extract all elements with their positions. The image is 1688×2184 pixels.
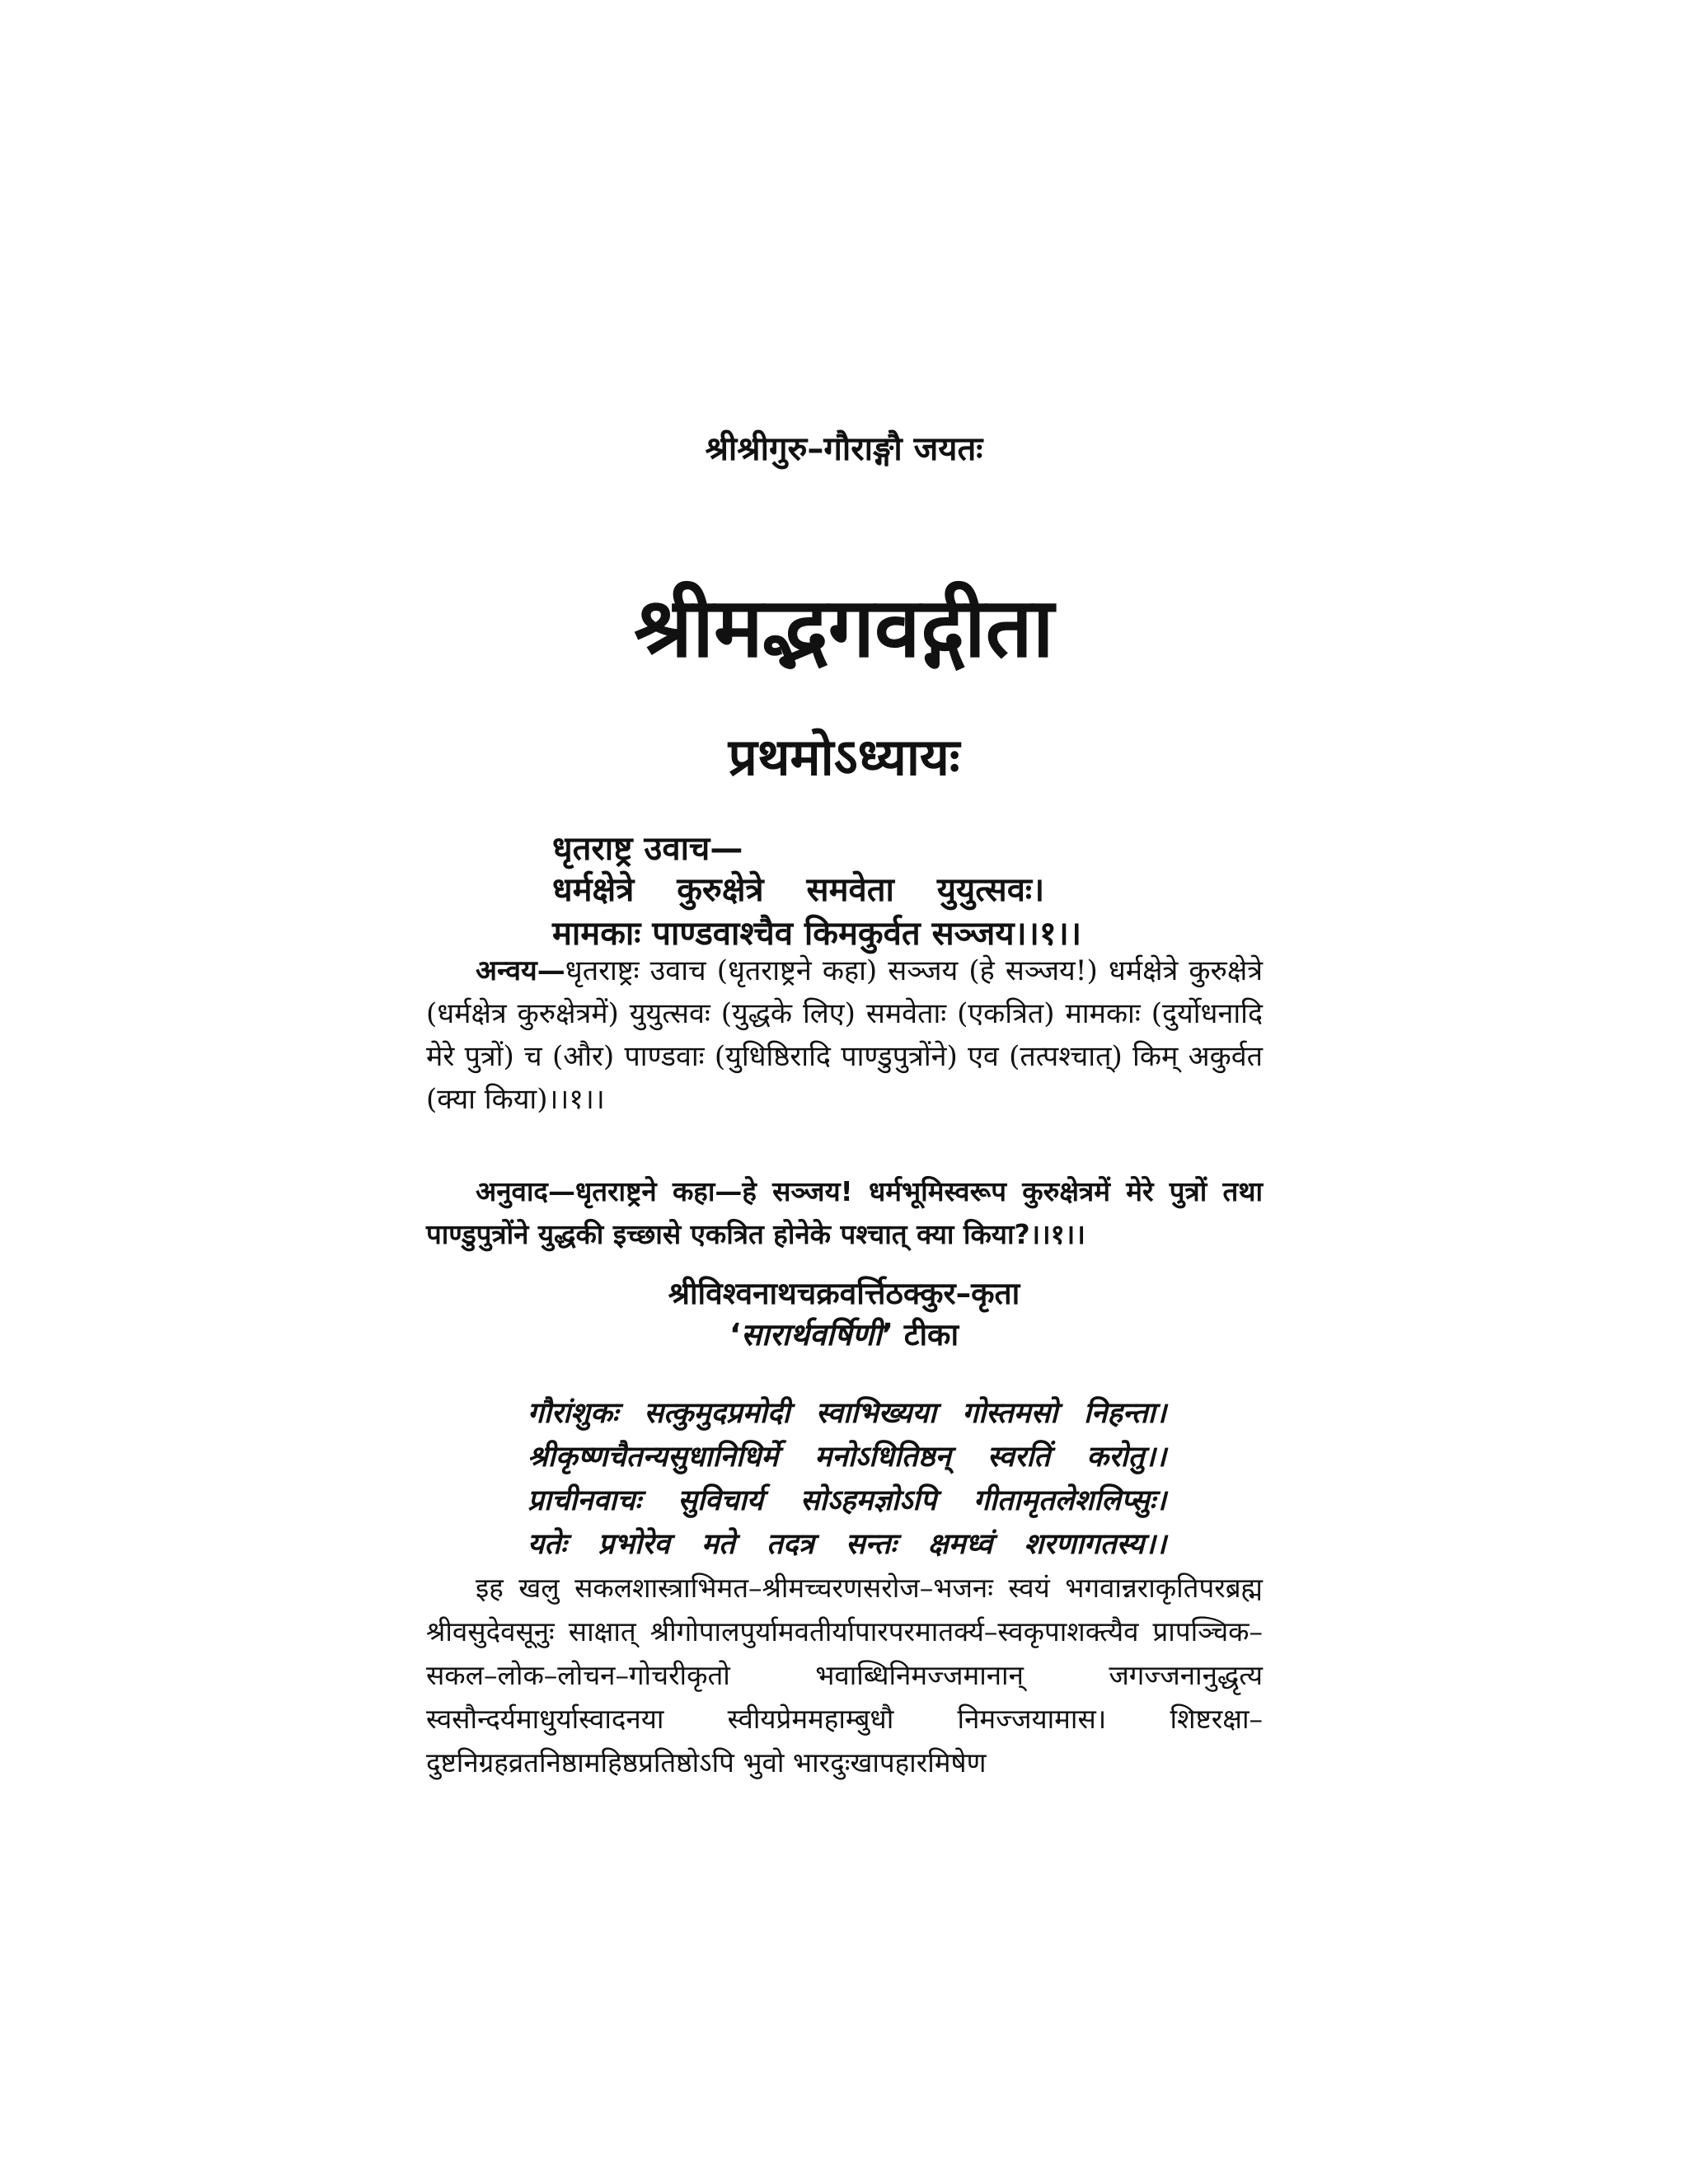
anuvad-label: अनुवाद— xyxy=(476,1175,575,1207)
sloka-line-4: यतेः प्रभोरेव मते तदत्र सन्तः क्षमध्वं शरणागतस्य।। xyxy=(528,1528,1166,1561)
anvaya-label: अन्वय— xyxy=(476,954,565,987)
sloka-line-1: गौरांशुकः सत्कुमुदप्रमोदी स्वाभिख्यया गोस्तमसो निहन्ता। xyxy=(528,1397,1166,1430)
anuvad-paragraph xyxy=(426,1170,1263,1256)
verse-line-1: धर्मक्षेत्रे कुरुक्षेत्रे समवेता युयुत्सवः। xyxy=(552,871,1045,909)
anvaya-text: धृतराष्ट्रः उवाच (धृतराष्ट्रने कहा) सञ्जय (हे सञ्जय!) धर्मक्षेत्रे कुरुक्षेत्रे (धर्मक्षेत्र कुरुक्षेत्रमें) युयुत्सवः (युद्धके लिए) समवेताः (एकत्रित) मामकाः (दुर्योधनादि मेरे पुत्रों) च (और) पाण्डवाः (युधिष्ठिरादि पाण्डुपुत्रोंने) एव (तत्पश्चात्) किम् अकुर्वत (क्या किया)।।१।। xyxy=(426,954,1263,1116)
chapter-title: प्रथमोऽध्यायः xyxy=(728,727,960,787)
quote-close: ’ xyxy=(881,1317,893,1352)
tika-suffix: टीका xyxy=(893,1317,959,1352)
sloka-line-2: श्रीकृष्णचैतन्यसुधानिधिर्मे मनोऽधितिष्ठन् स्वरतिं करोतु।। xyxy=(528,1441,1166,1474)
commentary-paragraph xyxy=(426,1566,1263,1784)
anuvad-text: धृतराष्ट्रने कहा—हे सञ्जय! धर्मभूमिस्वरूप कुरुक्षेत्रमें मेरे पुत्रों तथा पाण्डुपुत्रोंने युद्धकी इच्छासे एकत्रित होनेके पश्चात् क्या किया?।।१।। xyxy=(426,1175,1263,1250)
verse-line-2: मामकाः पाण्डवाश्चैव किमकुर्वत सञ्जय।।१।। xyxy=(552,915,1081,953)
sloka-line-3: प्राचीनवाचः सुविचार्य सोऽहमज्ञोऽपि गीतामृतलेशलिप्सुः। xyxy=(528,1484,1166,1517)
commentary-text: इह खलु सकलशास्त्राभिमत–श्रीमच्चरणसरोज–भजनः स्वयं भगवान्नराकृतिपरब्रह्म श्रीवसुदेवसूनुः साक्षात् श्रीगोपालपुर्यामवतीर्यापारपरमातर्क्य–स्वकृपाशक्त्यैव प्रापञ्चिक–सकल–लोक–लोचन–गोचरीकृतो भवाब्धिनिमज्जमानान् जगज्जनानुद्धृत्य स्वसौन्दर्यमाधुर्यास्वादनया स्वीयप्रेममहाम्बुधौ निमज्जयामास। शिष्टरक्षा–दुष्टनिग्रहव्रतनिष्ठामहिष्ठप्रतिष्ठोऽपि भुवो भारदुःखापहारमिषेण xyxy=(426,1572,1263,1779)
quote-open: ‘ xyxy=(729,1317,742,1352)
tika-name xyxy=(0,1312,1688,1354)
book-title: श्रीमद्भगवद्गीता xyxy=(634,579,1054,676)
verse-speaker: धृतराष्ट्र उवाच— xyxy=(552,830,743,868)
tika-title: सारार्थवर्षिणी xyxy=(741,1317,882,1352)
invocation: श्रीश्रीगुरु–गौराङ्गौ जयतः xyxy=(705,430,983,468)
anvaya-paragraph xyxy=(426,949,1263,1121)
tika-author: श्रीविश्वनाथचक्रवर्त्तिठक्कुर–कृता xyxy=(668,1276,1020,1311)
